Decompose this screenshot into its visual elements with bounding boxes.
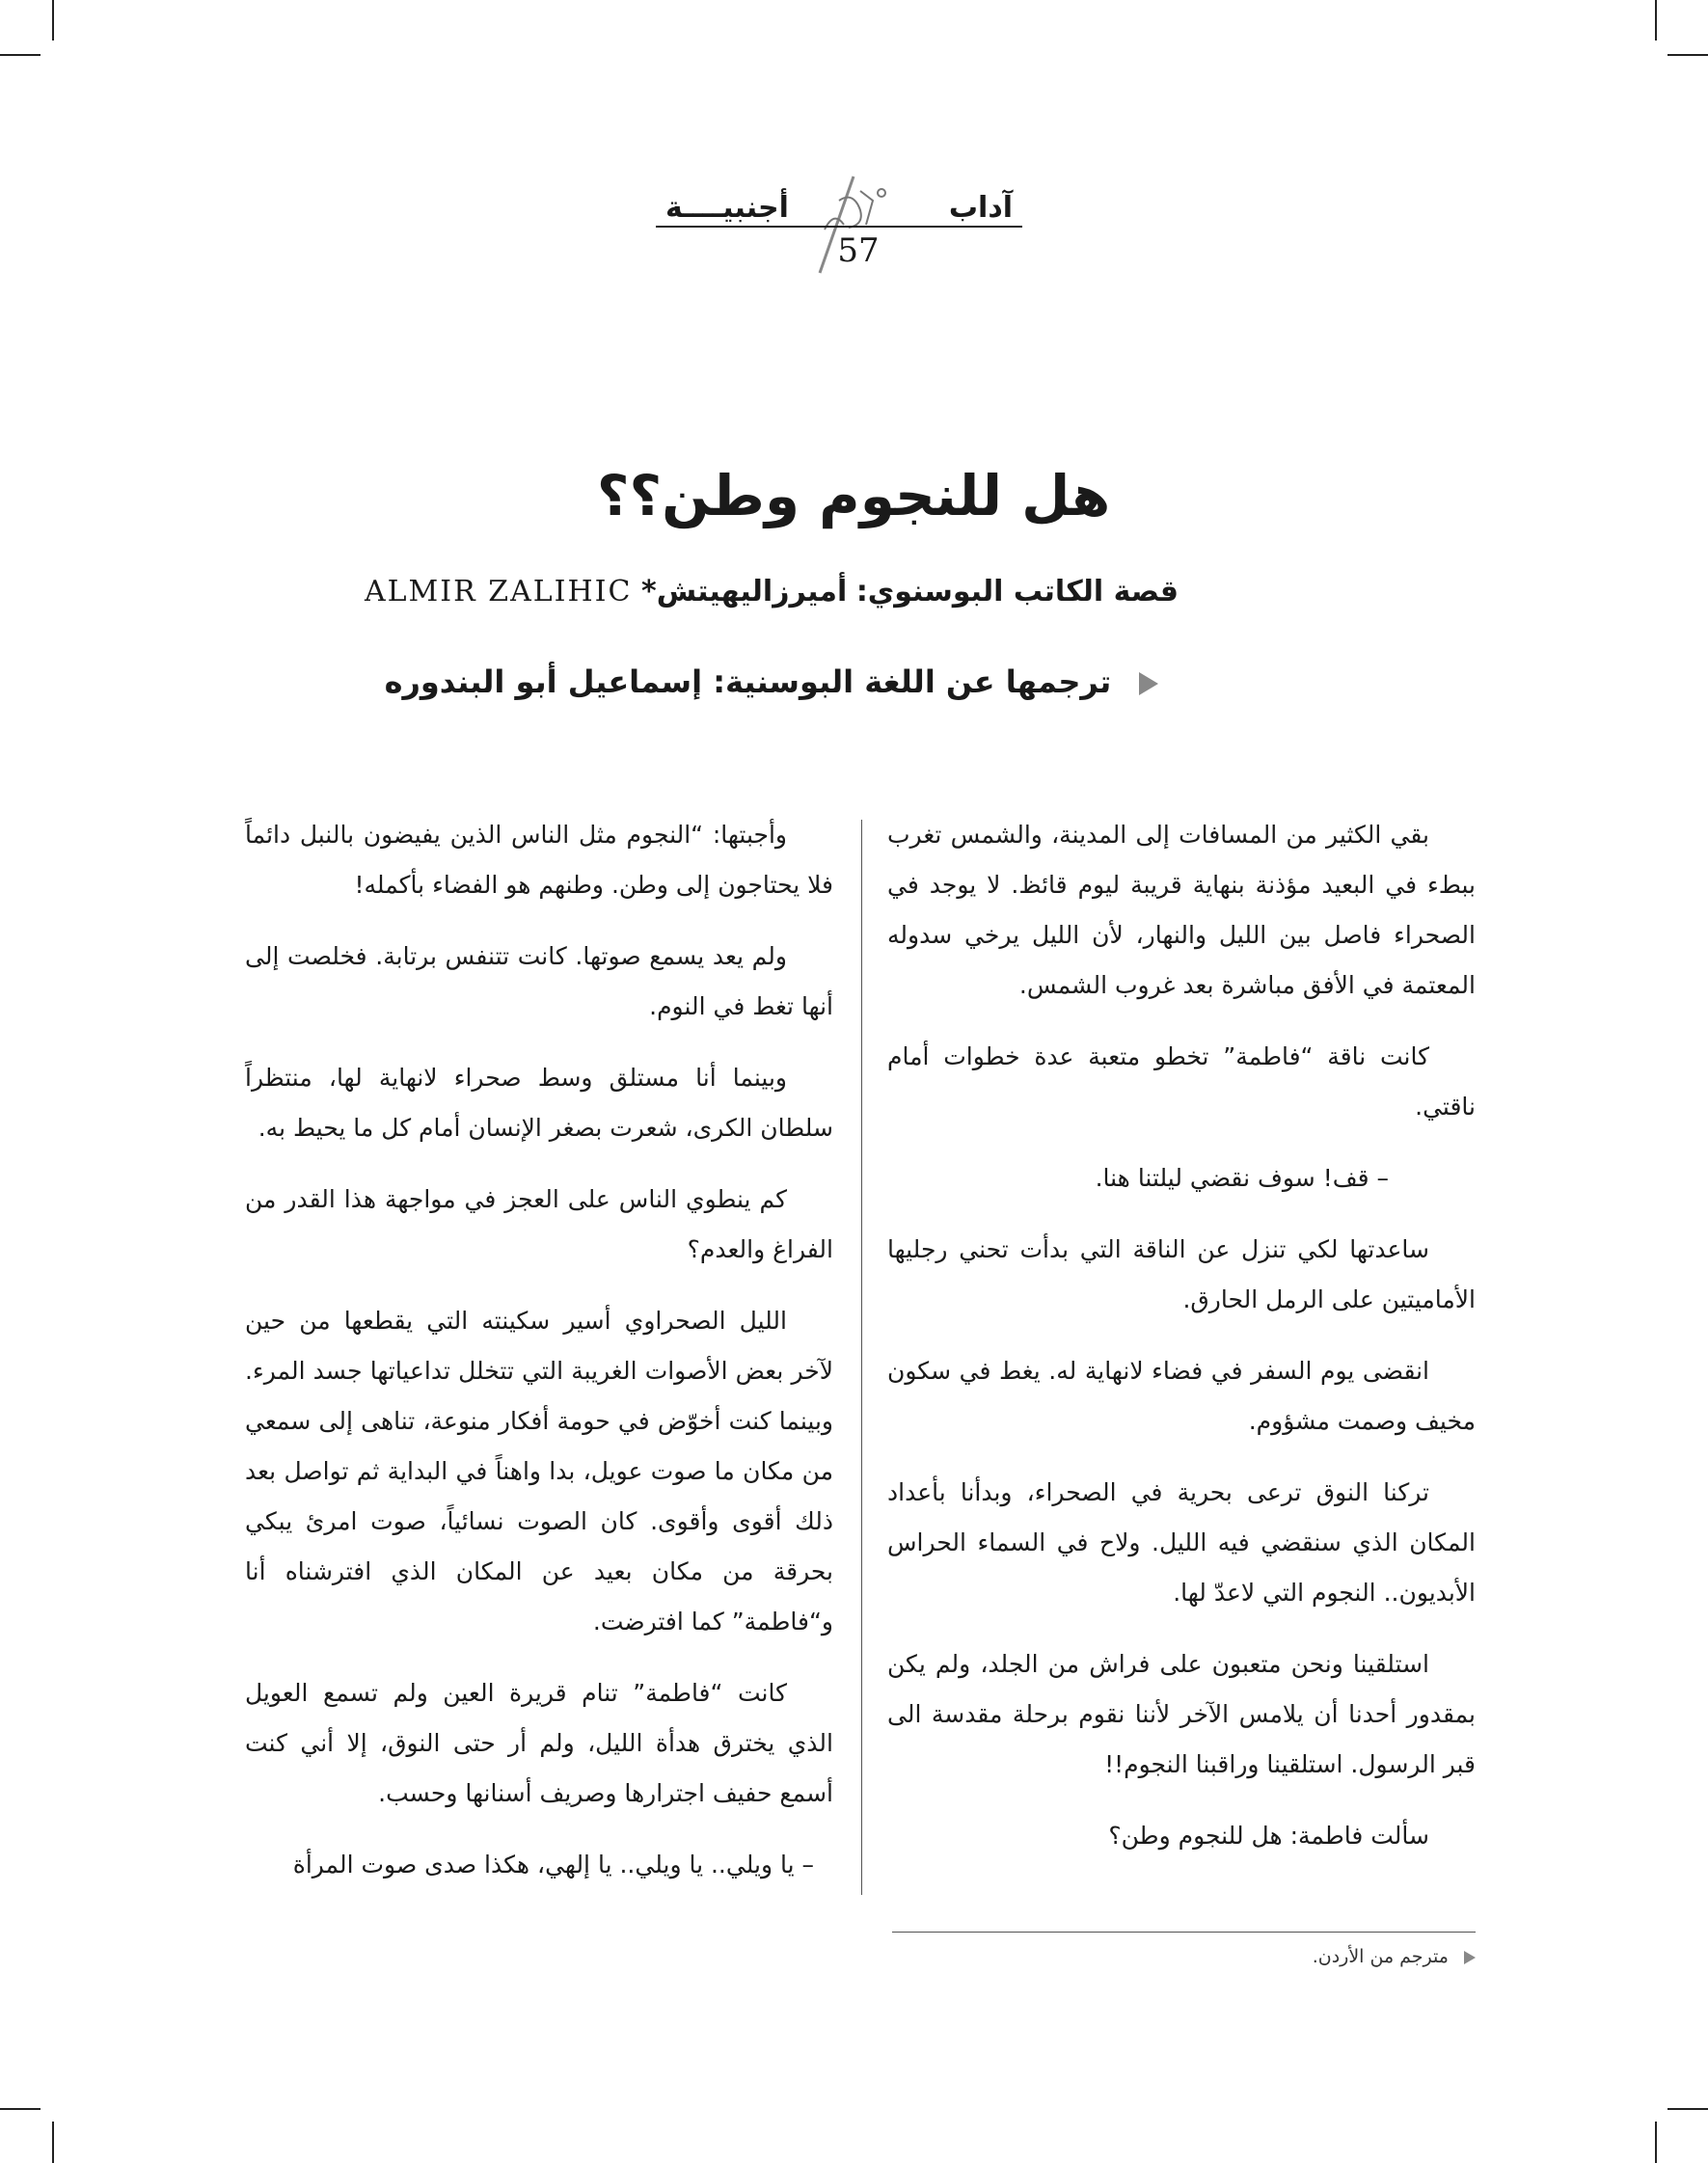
paragraph: انقضى يوم السفر في فضاء لانهاية له. يغط في سكون مخيف وصمت مشؤوم. — [887, 1357, 1476, 1435]
crop-mark — [1655, 0, 1657, 41]
text-column-right — [887, 810, 1476, 1882]
paragraph: ولم يعد يسمع صوتها. كانت تتنفس برتابة. فخلصت إلى أنها تغط في النوم. — [245, 942, 833, 1020]
header-section-literature: آداب — [948, 191, 1013, 225]
translator-line — [289, 663, 1254, 700]
paragraph: – يا ويلي.. يا ويلي.. يا إلهي، هكذا صدى صوت المرأة — [292, 1851, 814, 1879]
paragraph: وبينما أنا مستلق وسط صحراء لانهاية لها، منتظراً سلطان الكرى، شعرت بصغر الإنسان أمام كل ما يحيط به. — [245, 1064, 833, 1142]
paragraph: – قف! سوف نقضي ليلتنا هنا. — [1095, 1164, 1389, 1192]
paragraph: كانت “فاطمة” تنام قريرة العين ولم تسمع العويل الذي يخترق هدأة الليل، ولم أر حتى النوق، إلا أني كنت أسمع حفيف اجترارها وصريف أسنانها وحسب. — [245, 1679, 833, 1807]
paragraph: الليل الصحراوي أسير سكينته التي يقطعها من حين لآخر بعض الأصوات الغريبة التي تتخلل تداعياتها جسد المرء. وبينما كنت أخوّض في حومة أفكار منوعة، تناهى إلى سمعي من مكان ما صوت عويل، بدا واهناً في البداية ثم تواصل بعد ذلك أقوى وأقوى. كان الصوت نسائياً، صوت امرئ يبكي بحرقة من مكان بعيد عن المكان الذي افترشناه أنا و“فاطمة” كما افترضت. — [245, 1307, 833, 1636]
crop-mark — [52, 0, 54, 41]
crop-mark — [0, 54, 41, 56]
crop-mark — [0, 2108, 41, 2110]
translator-name: إسماعيل أبو البندوره — [384, 663, 703, 700]
triangle-bullet-icon — [1464, 1951, 1476, 1964]
running-header — [656, 172, 1022, 287]
paragraph: وأجبتها: “النجوم مثل الناس الذين يفيضون بالنبل دائماً فلا يحتاجون إلى وطن. وطنهم هو الفضاء بأكمله! — [245, 821, 833, 899]
author-byline — [289, 575, 1254, 608]
article-title: هل للنجوم وطن؟؟ — [596, 463, 1111, 528]
footnote — [892, 1946, 1476, 1967]
paragraph: تركنا النوق ترعى بحرية في الصحراء، وبدأنا بأعداد المكان الذي سنقضي فيه الليل. ولاح في السماء الحراس الأبديون.. النجوم التي لاعدّ لها. — [887, 1478, 1476, 1607]
crop-mark — [1667, 54, 1708, 56]
footnote-rule — [892, 1932, 1476, 1933]
crop-mark — [52, 2122, 54, 2163]
triangle-bullet-icon — [1139, 672, 1158, 695]
paragraph: استلقينا ونحن متعبون على فراش من الجلد، ولم يكن بمقدور أحدنا أن يلامس الآخر لأننا نقوم برحلة مقدسة الى قبر الرسول. استلقينا وراقبنا النجوم!! — [887, 1650, 1476, 1778]
text-column-left — [245, 810, 833, 1911]
paragraph: بقي الكثير من المسافات إلى المدينة، والشمس تغرب ببطء في البعيد مؤذنة بنهاية قريبة ليوم قائظ. لا يوجد في الصحراء فاصل بين الليل والنهار، لأن الليل يرخي سدوله المعتمة في الأفق مباشرة بعد غروب الشمس. — [887, 821, 1476, 999]
footnote-text: مترجم من الأردن. — [1312, 1946, 1449, 1967]
author-name-arabic: أميرزاليهيتش* — [641, 575, 848, 608]
paragraph: ساعدتها لكي تنزل عن الناقة التي بدأت تحني رجليها الأماميتين على الرمل الحارق. — [887, 1235, 1476, 1313]
paragraph: كانت ناقة “فاطمة” تخطو متعبة عدة خطوات أمام ناقتي. — [887, 1042, 1476, 1121]
paragraph: كم ينطوي الناس على العجز في مواجهة هذا القدر من الفراغ والعدم؟ — [245, 1185, 833, 1263]
page-number: 57 — [837, 231, 880, 270]
translator-prefix: ترجمها عن اللغة البوسنية: — [713, 663, 1112, 700]
crop-mark — [1655, 2122, 1657, 2163]
header-rule — [656, 226, 1022, 228]
header-section-foreign: أجنبيــــة — [665, 191, 789, 225]
crop-mark — [1667, 2108, 1708, 2110]
byline-prefix: قصة الكاتب البوسنوي: — [855, 575, 1179, 608]
column-divider — [861, 820, 862, 1895]
paragraph: سألت فاطمة: هل للنجوم وطن؟ — [1108, 1822, 1429, 1850]
author-name-latin: ALMIR ZALIHIC — [364, 575, 633, 608]
